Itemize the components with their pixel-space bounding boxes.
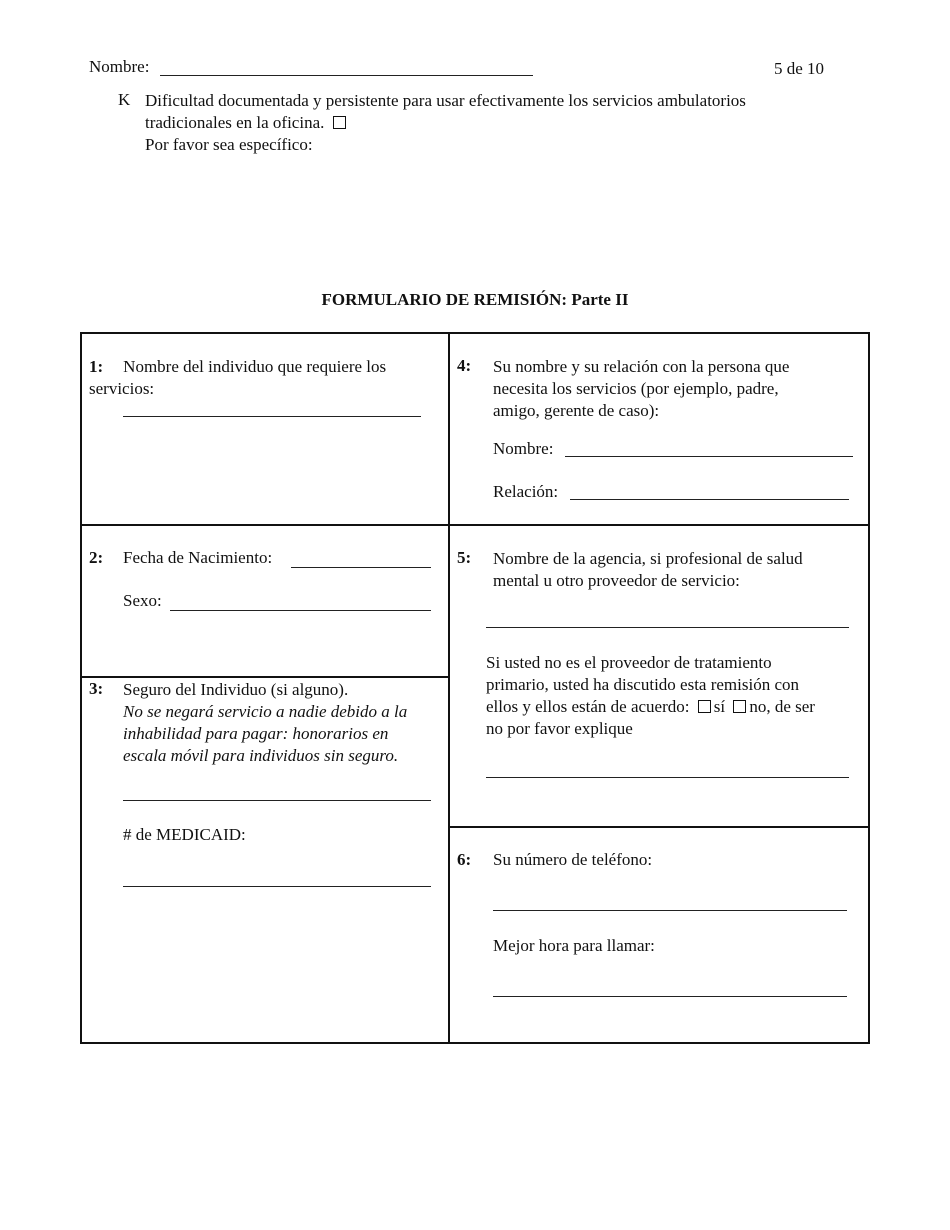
explanation-field[interactable] [486, 777, 849, 778]
relation-label: Relación: [493, 482, 559, 501]
name-field[interactable] [160, 75, 533, 76]
individual-name-field[interactable] [123, 416, 421, 417]
consent-line-3: ellos y ellos están de acuerdo: sí no, de ser [486, 697, 815, 716]
section-5-text [493, 548, 803, 592]
phone-field[interactable] [493, 910, 847, 911]
best-time-field[interactable] [493, 996, 847, 997]
section-4-line-2: necesita los servicios (por ejemplo, padre, [493, 379, 779, 398]
section-3-number: 3: [89, 679, 104, 698]
no-label: no, de ser [749, 697, 815, 716]
consent-line-4: no por favor explique [486, 719, 633, 738]
yes-checkbox[interactable] [698, 700, 711, 713]
section-2-number: 2: [89, 548, 104, 567]
section-4-text [493, 356, 789, 422]
item-k-line-3: Por favor sea específico: [145, 135, 313, 154]
section-3-text [123, 679, 407, 767]
item-k-line-1: Dificultad documentada y persistente para usar efectivamente los servicios ambulatorios [145, 91, 746, 110]
column-divider [448, 333, 450, 1043]
section-4-number: 4: [457, 356, 472, 375]
section-4-line-3: amigo, gerente de caso): [493, 401, 660, 420]
item-k-line-2: tradicionales en la oficina. [145, 112, 746, 134]
section-5-line-2: mental u otro proveedor de servicio: [493, 571, 740, 590]
your-name-field[interactable] [565, 456, 853, 457]
section-5-number: 5: [457, 548, 472, 567]
name-label: Nombre: [89, 57, 150, 76]
phone-label: Su número de teléfono: [493, 850, 653, 869]
relation-field[interactable] [570, 499, 849, 500]
left-divider-2-3 [81, 676, 449, 678]
dob-field[interactable] [291, 567, 431, 568]
sex-label: Sexo: [123, 591, 162, 610]
row-divider [81, 524, 869, 526]
medicaid-label: # de MEDICAID: [123, 825, 246, 844]
best-time-label: Mejor hora para llamar: [493, 936, 655, 955]
insurance-note-3: escala móvil para individuos sin seguro. [123, 746, 399, 765]
insurance-note-1: No se negará servicio a nadie debido a la [123, 702, 408, 721]
your-name-label: Nombre: [493, 439, 554, 458]
consent-question [486, 652, 815, 740]
medicaid-field[interactable] [123, 886, 431, 887]
page-number: 5 de 10 [774, 59, 825, 78]
section-1-line-2: servicios: [89, 379, 155, 398]
section-6-number: 6: [457, 850, 472, 869]
section-5-line-1: Nombre de la agencia, si profesional de salud [493, 549, 803, 568]
section-4-line-1: Su nombre y su relación con la persona que [493, 357, 790, 376]
item-k-checkbox[interactable] [333, 116, 346, 129]
insurance-note-2: inhabilidad para pagar: honorarios en [123, 724, 389, 743]
right-divider-5-6 [449, 826, 869, 828]
item-k-letter: K [118, 90, 131, 109]
form-title: FORMULARIO DE REMISIÓN: Parte II [321, 290, 629, 309]
item-k-text [145, 90, 746, 156]
agency-field[interactable] [486, 627, 849, 628]
sex-field[interactable] [170, 610, 431, 611]
no-checkbox[interactable] [733, 700, 746, 713]
consent-line-2: primario, usted ha discutido esta remisión con [486, 675, 800, 694]
insurance-field[interactable] [123, 800, 431, 801]
consent-line-1: Si usted no es el proveedor de tratamiento [486, 653, 772, 672]
section-1 [89, 356, 386, 400]
insurance-heading: Seguro del Individuo (si alguno). [123, 680, 349, 699]
section-1-line-1: 1: Nombre del individuo que requiere los [89, 357, 387, 376]
dob-label: Fecha de Nacimiento: [123, 548, 273, 567]
yes-label: sí [713, 697, 726, 716]
